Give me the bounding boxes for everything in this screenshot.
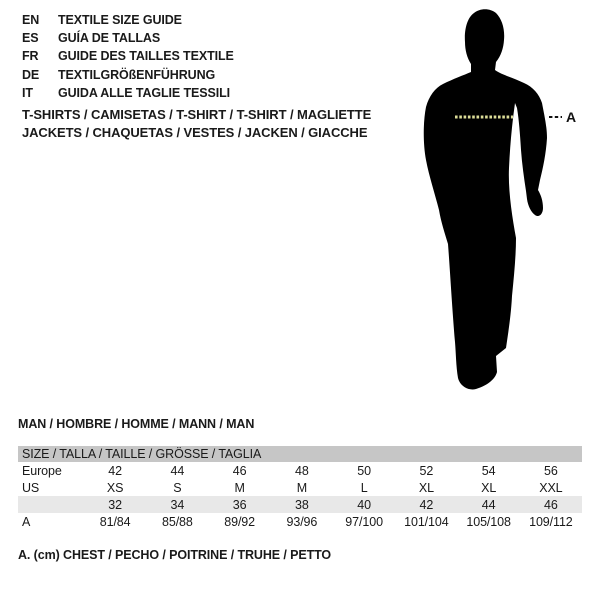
size-value: 101/104 [404,514,449,529]
language-code: EN [22,13,40,28]
size-value: S [173,480,182,495]
size-value: M [296,480,308,495]
size-value: 32 [108,497,122,512]
size-value: 46 [544,497,558,512]
size-value: 54 [481,463,496,478]
table-header: SIZE / TALLA / TAILLE / GRÖSSE / TAGLIA [18,446,582,462]
size-value: 105/108 [466,514,511,529]
size-value: 42 [419,497,434,512]
section-title: MAN / HOMBRE / HOMME / MANN / MAN [18,417,255,431]
size-value: L [360,480,368,495]
size-value: XL [481,480,497,495]
language-row [22,84,234,102]
size-value: 85/88 [161,514,193,529]
language-row [22,66,234,84]
category-list [22,105,371,142]
size-value: 44 [481,497,496,512]
man-silhouette-shape [424,9,547,389]
size-value: XS [106,480,124,495]
table-row-europe [18,462,582,479]
size-value: 81/84 [99,514,131,529]
size-value: 34 [170,497,185,512]
size-value: XXL [539,480,563,495]
language-title: GUÍA DE TALLAS [58,31,161,46]
language-title: GUIDA ALLE TAGLIE TESSILI [58,85,231,100]
language-row [22,29,234,47]
size-value: 48 [295,463,309,478]
table-row-chest [18,513,582,530]
size-table [18,446,582,530]
row-label: A [22,514,31,529]
size-value: 44 [170,463,185,478]
row-label: US [22,480,40,495]
size-value: 89/92 [224,514,256,529]
table-row-us-numeric [18,496,582,513]
language-title: TEXTILE SIZE GUIDE [58,13,182,28]
language-code: FR [22,49,39,64]
size-value: 40 [357,497,371,512]
size-value: 109/112 [529,514,573,529]
size-value: 36 [232,497,247,512]
language-row [22,47,234,65]
language-title: TEXTILGRÖßENFÜHRUNG [58,67,216,82]
category-jackets: JACKETS / CHAQUETAS / VESTES / JACKEN / GIACCHE [22,125,368,141]
measurement-figure [410,4,582,396]
table-row-us [18,479,582,496]
size-value: 97/100 [345,514,383,529]
category-tshirts: T-SHIRTS / CAMISETAS / T-SHIRT / T-SHIRT / MAGLIETTE [22,106,372,122]
row-label: Europe [22,463,62,478]
language-title: GUIDE DES TAILLES TEXTILE [58,49,234,64]
man-silhouette [410,4,582,396]
language-code: ES [22,31,39,46]
measure-label-a: A [566,109,577,125]
language-code: IT [22,85,33,100]
size-value: 56 [544,463,558,478]
size-value: M [234,480,245,495]
size-value: 38 [295,497,309,512]
language-row [22,11,234,29]
measurement-footnote: A. (cm) CHEST / PECHO / POITRINE / TRUHE / PETTO [18,548,332,562]
size-value: 42 [108,463,122,478]
size-value: 50 [357,463,371,478]
language-code: DE [22,67,40,82]
size-value: 93/96 [286,514,318,529]
size-value: 52 [419,463,434,478]
size-value: XL [418,480,434,495]
language-list [22,11,234,102]
size-value: 46 [232,463,247,478]
